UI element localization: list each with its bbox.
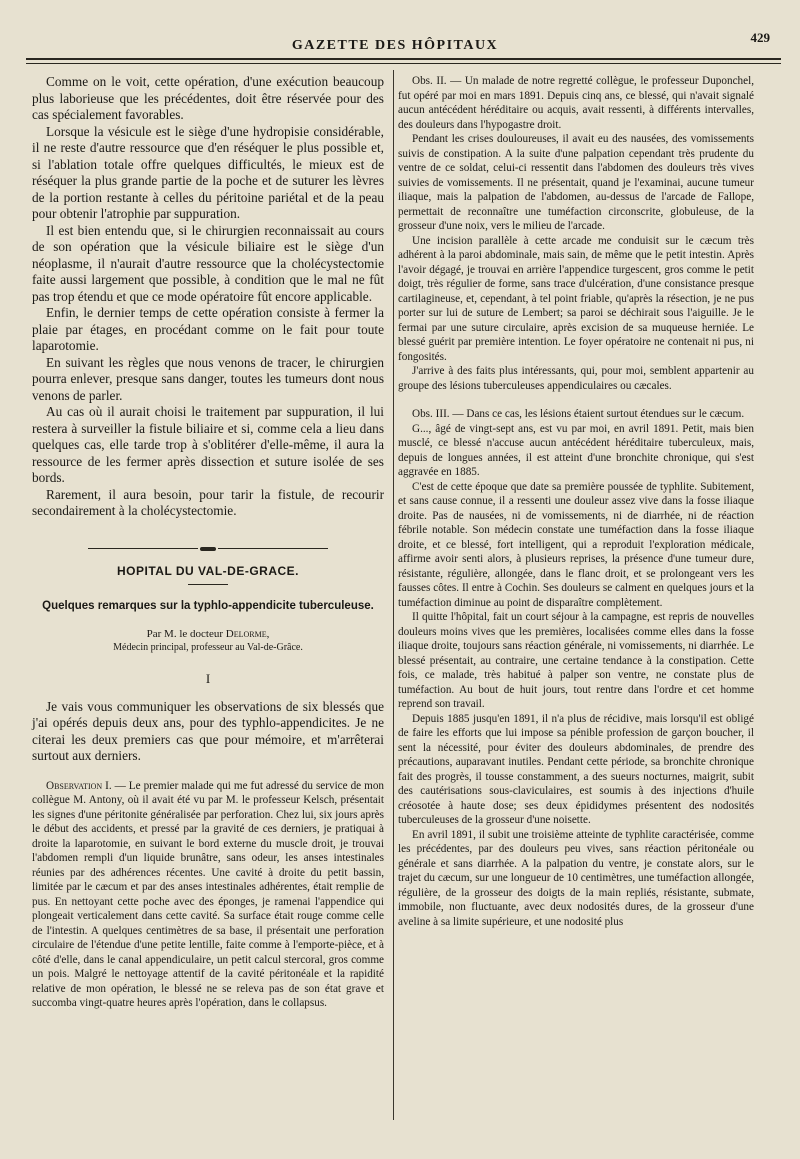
right-column <box>398 74 754 929</box>
paragraph: Obs. III. — Dans ce cas, les lésions étaient surtout étendues sur le cæcum. <box>412 408 745 420</box>
observation-2 <box>398 74 754 393</box>
article-intro <box>32 699 384 765</box>
paragraph <box>32 779 384 1011</box>
observation-1 <box>32 779 384 1011</box>
section-ornament <box>32 540 384 546</box>
paragraph: En avril 1891, il subit une troisième atteinte de typhlite caractérisée, comme les précédentes, par des douleurs peu vives, sans réaction péritonéale ou générale et sans diarrhée. A la palpation du ventre, je constate alors, sur le trajet du cæcum, sur une longueur de 10 centimètres, une tuméfaction allongée, régulière, de la grosseur des doigts de la main repliés, résistante, submate, immobile, non fluctuante, avec deux nodosités dures, de la grosseur d'une aveline à sa limite supérieure, et une nodosité plus <box>398 828 754 928</box>
left-column <box>32 74 384 1011</box>
section-title: HOPITAL DU VAL-DE-GRACE. <box>117 563 299 578</box>
paragraph: Depuis 1885 jusqu'en 1891, il n'a plus de récidive, mais lorsqu'il est obligé de faire les efforts que lui impose sa pénible profession de garçon boucher, il sent la nécessité, pour éviter des douleurs abdominales, de prendre des précautions, auparavant inutiles. Pendant cette période, sa bronchite chronique fait des progrès, il tousse constamment, a des sueurs nocturnes, maigrit, subit des cautérisations sous-claviculaires, est soumis à des injections d'huile créosotée à haute dose; ses deux épididymes présentent des nodosités tuberculeuses de la grosseur d'une noisette. <box>398 712 754 826</box>
author-name: Delorme, <box>225 627 270 640</box>
paragraph: En suivant les règles que nous venons de tracer, le chirurgien pourra enlever, presque sans danger, toutes les tumeurs dont nous venons de parler. <box>32 354 384 403</box>
header-rule-thin <box>26 63 781 64</box>
paragraph: C'est de cette époque que date sa première poussée de typhlite. Subitement, et sans cause connue, il a ressenti une douleur assez vive dans la fosse iliaque droite. Pas de nausées, ni de vomissements, ni de diarrhée, ni de réaction fébrile notable. Son médecin constate une tuméfaction dans la fosse iliaque droite, et ce blessé, fort intelligent, qui a reproduit l'exploration médicale, affirme avoir senti alors, à plusieurs reprises, la présence d'une tumeur dure, résistante, régulière, allongée, dans le flanc droit, et se prolongeant vers les fausses côtes. Il entre à Cochin. Ses douleurs se calment en quelques jours et la tuméfaction diminue au point de disparaître complètement. <box>398 480 754 609</box>
page-number: 429 <box>750 30 770 45</box>
author-affiliation: Médecin principal, professeur au Val-de-Grâce. <box>113 641 303 653</box>
paragraph: Enfin, le dernier temps de cette opération consiste à fermer la plaie par étages, en procédant comme on le fait pour toute laparotomie. <box>32 305 384 353</box>
paragraph: Il est bien entendu que, si le chirurgien reconnaissait au cours de son opération que la vésicule biliaire est le siège d'un néoplasme, il n'aurait d'autre ressource que la cholécystectomie faite aussi largement que possible, à condition que le mal ne fût pas trop étendu et que ce mode opératoire fût encore applicable. <box>32 222 384 304</box>
section-numeral: I <box>205 670 211 686</box>
continued-article <box>32 74 384 520</box>
paragraph: Une incision parallèle à cette arcade me conduisit sur le cæcum très adhérent à la paroi abdominale, mais sain, de même que le petit intestin. Après l'avoir dégagé, je trouvai en arrière l'appendice turgescent, gros comme le petit doigt, très régulier de forme, sans trace d'ulcération, d'une consistance presque cartilagineuse, et, cependant, à tel point friable, qu'après la résection, je ne pus porter sur lui de suture de Lembert; sa paroi se déchirait sous l'aiguille. Je le fermai par une suture circulaire, après excision de sa muqueuse herniée. Le blessé guérit par première intention. Le foyer opératoire ne contenait ni pus, ni fongosités. <box>398 234 754 363</box>
observation-3 <box>398 407 754 929</box>
section-rule <box>188 584 228 585</box>
paragraph: Comme on le voit, cette opération, d'une exécution beaucoup plus laborieuse que les précédentes, doit être réservée pour des cas spécialement favorables. <box>32 74 384 122</box>
observation-text: — Le premier malade qui me fut adressé du service de mon collègue M. Antony, où il avait été vu par M. le professeur Kelsch, présentait les signes d'une péritonite généralisée par perforation. Chez lui, six jours après le début des accidents, et pressé par la gravité de ces derniers, je pratiquai à droite la laparotomie, en suivant le bord externe du muscle droit, je trouvai l'abdomen rempli d'un liquide brunâtre, sans odeur, les anses intestinales réunies par des adhérences récentes. Une cavité à droite du petit bassin, limitée par le cæcum et par des anses intestinales adhérentes, était remplie de pus. En nettoyant cette poche avec des éponges, je ramenai l'appendice qui plongeait verticalement dans cette cavité. Sa surface était rouge comme celle de l'intestin. A quelques centimètres de sa base, il présentait une perforation circulaire de l'étendue d'une petite lentille, faite comme à l'emporte-pièce, et à côté d'elle, dans le canal appendiculaire, un petit calcul stercoral, gros comme un pois. Malgré le nettoyage attentif de la cavité péritonéale et la rapidité relative de mon opération, le blessé ne se releva pas de son état grave et succomba vingt-quatre heures après l'opération, dans le collapsus. <box>32 779 384 1009</box>
author-line <box>32 628 384 640</box>
paragraph: G..., âgé de vingt-sept ans, est vu par moi, en avril 1891. Petit, mais bien musclé, ce blessé n'accuse aucun antécédent héréditaire tuberculeux, mais, depuis de longues années, il est atteint d'une bronchite chronique, qui s'est aggravée en 1885. <box>398 422 754 478</box>
paragraph: Je vais vous communiquer les observations de six blessés que j'ai opérés depuis deux ans, pour des typhlo-appendicites. Je ne citerai les deux premiers cas que pour mémoire, et m'arrêterai surtout aux derniers. <box>32 698 384 763</box>
header-rule <box>26 58 781 60</box>
observation-label: Observation I. <box>46 779 112 792</box>
paragraph: Lorsque la vésicule est le siège d'une hydropisie considérable, il ne reste d'autre ressource que d'en réséquer le plus possible et, si l'ablation totale offre quelques difficultés, le mieux est de réséquer la plus grande partie de la poche et de suturer les lèvres de la portion restante à celles du péritoine pariétal et de la peau pour obtenir l'atrophie par suppuration. <box>32 123 384 221</box>
paragraph: J'arrive à des faits plus intéressants, qui, pour moi, semblent appartenir au groupe des lésions tuberculeuses appendiculaires ou cæcales. <box>398 365 754 392</box>
paragraph: Il quitte l'hôpital, fait un court séjour à la campagne, est repris de nouvelles douleurs moins vives que les premières, localisées comme elles dans la fosse iliaque droite, toujours sans réaction générale, ni vomissements, ni diarrhée. Le blessé présentait, au contraire, une certaine tendance à la constipation. Cette fois, ce malade, très habitué à palper son ventre, ne constate plus de tuméfaction. Au bout de huit jours, tout rentre dans l'ordre et cet homme reprend son travail. <box>398 611 754 710</box>
author-prefix: Par M. le docteur <box>146 627 224 640</box>
paragraph: Rarement, il aura besoin, pour tarir la fistule, de recourir secondairement à la cholécystectomie. <box>32 486 384 518</box>
paragraph: Au cas où il aurait choisi le traitement par suppuration, il lui restera à surveiller la fistule biliaire et si, comme cela a lieu dans quelques cas, elle tarde trop à s'oblitérer d'elle-même, il aura la ressource de les fermer après dissection et suture isolée de ses bords. <box>32 404 384 485</box>
running-header: GAZETTE DES HÔPITAUX <box>291 38 499 53</box>
article-title: Quelques remarques sur la typhlo-appendicite tuberculeuse. <box>42 599 374 612</box>
paragraph: Pendant les crises douloureuses, il avait eu des nausées, des vomissements suivis de constipation. A la suite d'une palpation cependant très prudente du ventre de ce soldat, celui-ci ressentit dans l'abdomen des douleurs très vives suivies de vomissements. Il ne présentait, quand je l'examinai, aucune tumeur iliaque, mais la palpation de l'abdomen, au-dessus de l'arcade de Fallope, permettait de reconnaître une tuméfaction circonscrite, globuleuse, de la grosseur d'une noix, vers le milieu de l'arcade. <box>398 133 754 232</box>
column-divider <box>393 70 394 1120</box>
paragraph: Obs. II. — Un malade de notre regretté collègue, le professeur Duponchel, fut opéré par moi en mars 1891. Depuis cinq ans, ce blessé, qui n'avait signalé aucun antécédent héréditaire ou acquis, avait ressenti, à différents intervalles, des douleurs dans l'hypogastre droit. <box>398 75 754 131</box>
